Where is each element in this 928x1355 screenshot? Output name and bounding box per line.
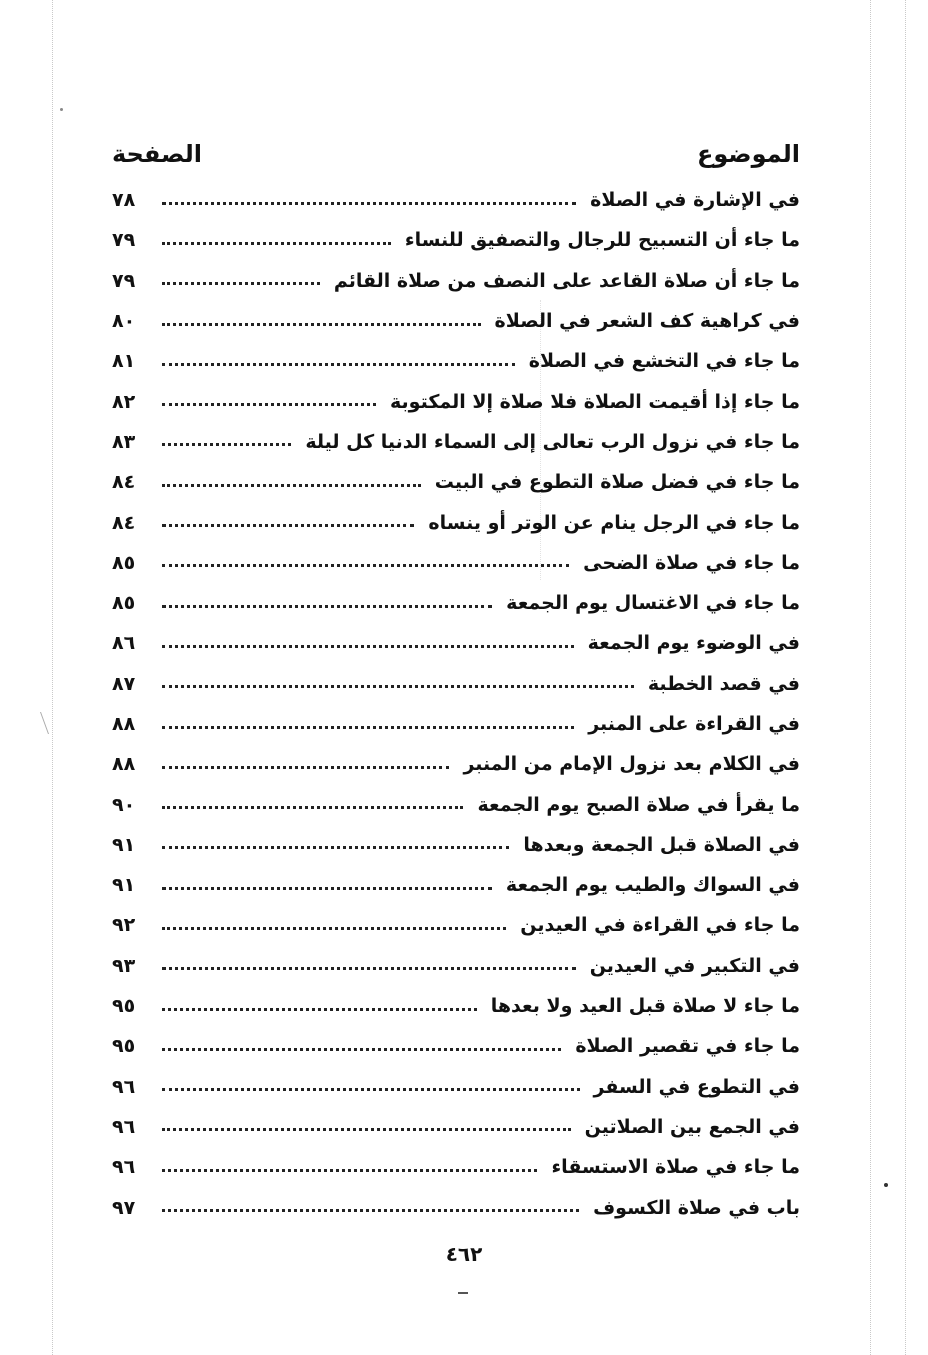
toc-entry-page: ٧٨ — [112, 189, 136, 212]
toc-entry-page: ٩٧ — [112, 1196, 136, 1219]
toc-entry-title: في كراهية كف الشعر في الصلاة — [494, 310, 800, 333]
dot-leader — [162, 645, 574, 648]
toc-entry-title: ما جاء أن التسبيح للرجال والتصفيق للنساء — [404, 229, 800, 252]
dot-leader — [162, 1048, 561, 1051]
toc-entry — [112, 261, 800, 301]
toc-entry — [112, 623, 800, 663]
toc-entry-title: ما جاء في الاغتسال يوم الجمعة — [506, 592, 800, 615]
toc-entry — [112, 543, 800, 583]
toc-entry-title: في الوضوء يوم الجمعة — [587, 632, 800, 655]
toc-entry-page: ٨٧ — [112, 672, 136, 695]
toc-entry-title: ما جاء أن صلاة القاعد على النصف من صلاة القائم — [333, 269, 800, 292]
toc-entry-title: في الكلام بعد نزول الإمام من المنبر — [463, 753, 800, 776]
toc-entry-title: ما جاء في فضل صلاة التطوع في البيت — [434, 471, 800, 494]
toc-entry — [112, 220, 800, 260]
dot-leader — [162, 605, 492, 608]
toc-entry — [112, 341, 800, 381]
toc-entry — [112, 744, 800, 784]
scan-speck — [60, 108, 63, 111]
toc-entry-title: ما جاء إذا أقيمت الصلاة فلا صلاة إلا المكتوبة — [390, 390, 800, 413]
toc-entry — [112, 664, 800, 704]
toc-entry-title: ما جاء في نزول الرب تعالى إلى السماء الدنيا كل ليلة — [305, 430, 800, 453]
toc-entry — [112, 784, 800, 824]
dot-leader — [162, 967, 576, 970]
page-column-heading: الصفحة — [112, 140, 203, 168]
dot-leader — [162, 927, 506, 930]
toc-entry-page: ٩٦ — [112, 1156, 136, 1179]
toc-entry-title: في التكبير في العيدين — [589, 954, 800, 977]
toc-entry-title: ما جاء في الرجل ينام عن الوتر أو ينساه — [428, 511, 800, 534]
dot-leader — [162, 524, 414, 527]
dot-leader — [162, 1209, 579, 1212]
toc-entry-page: ٩٠ — [112, 793, 136, 816]
toc-entry — [112, 583, 800, 623]
toc-entry — [112, 1187, 800, 1227]
toc-entry — [112, 422, 800, 462]
toc-header — [112, 140, 800, 176]
toc-entry-title: في القراءة على المنبر — [588, 713, 800, 735]
toc-entry-title: ما جاء لا صلاة قبل العيد ولا بعدها — [490, 995, 800, 1018]
dot-leader — [162, 363, 515, 366]
toc-entry — [112, 180, 800, 220]
toc-entry-title: ما جاء في صلاة الضحى — [583, 551, 800, 574]
dot-leader — [162, 403, 376, 406]
dot-leader — [162, 323, 481, 326]
toc-entry-page: ٨١ — [112, 350, 136, 373]
scan-artifact-line — [870, 0, 871, 1355]
topic-column-heading: الموضوع — [696, 140, 800, 168]
toc-entry-page: ٩٥ — [112, 995, 136, 1018]
scan-artifact-mark — [40, 712, 67, 734]
toc-entry-page: ٩١ — [112, 833, 136, 856]
toc-entry — [112, 1107, 800, 1147]
dot-leader — [162, 564, 569, 567]
toc-entry-page: ٧٩ — [112, 229, 136, 252]
toc-entry-page: ٨٦ — [112, 632, 136, 655]
toc-entry — [112, 905, 800, 945]
dot-leader — [162, 484, 421, 487]
dot-leader — [162, 1008, 477, 1011]
toc-entry-page: ٨٤ — [112, 511, 136, 534]
toc-entry-page: ٨٥ — [112, 592, 136, 615]
dot-leader — [162, 202, 576, 205]
toc-entry-title: في السواك والطيب يوم الجمعة — [505, 874, 800, 897]
dot-leader — [162, 726, 574, 729]
toc-entry-title: ما جاء في التخشع في الصلاة — [528, 350, 800, 373]
table-of-contents — [112, 180, 800, 1228]
toc-entry-page: ٩٦ — [112, 1115, 136, 1138]
dot-leader — [162, 806, 463, 809]
toc-entry-page: ٩٣ — [112, 954, 136, 977]
toc-entry-page: ٨٨ — [112, 753, 136, 776]
toc-entry — [112, 946, 800, 986]
toc-entry-title: ما جاء في تقصير الصلاة — [575, 1035, 800, 1058]
toc-entry-page: ٩١ — [112, 874, 136, 897]
dot-leader — [162, 685, 634, 688]
dot-leader — [162, 1128, 571, 1131]
scan-speck — [884, 1183, 888, 1187]
toc-entry — [112, 704, 800, 744]
dot-leader — [162, 1088, 580, 1091]
toc-entry — [112, 825, 800, 865]
toc-entry — [112, 301, 800, 341]
dot-leader — [162, 242, 391, 245]
toc-entry — [112, 1067, 800, 1107]
toc-entry-page: ٨٣ — [112, 430, 136, 453]
page-number-underline — [458, 1292, 468, 1294]
toc-entry — [112, 1147, 800, 1187]
toc-entry-page: ٨٠ — [112, 310, 136, 333]
toc-entry-title: في الصلاة قبل الجمعة وبعدها — [523, 833, 800, 856]
toc-entry-page: ٨٨ — [112, 713, 136, 735]
toc-entry-page: ٩٢ — [112, 914, 136, 937]
dot-leader — [162, 282, 320, 285]
toc-entry — [112, 502, 800, 542]
toc-entry-page: ٨٢ — [112, 390, 136, 413]
toc-entry — [112, 381, 800, 421]
dot-leader — [162, 443, 291, 446]
toc-entry — [112, 986, 800, 1026]
scan-artifact-line — [52, 0, 53, 1355]
toc-entry-page: ٩٦ — [112, 1075, 136, 1098]
toc-entry-title: ما جاء في صلاة الاستسقاء — [551, 1156, 800, 1179]
toc-entry-title: ما جاء في القراءة في العيدين — [520, 914, 800, 937]
toc-entry-title: في التطوع في السفر — [593, 1075, 800, 1098]
toc-entry — [112, 865, 800, 905]
toc-entry-title: في الجمع بين الصلاتين — [584, 1115, 800, 1138]
dot-leader — [162, 887, 492, 890]
toc-entry-page: ٨٥ — [112, 551, 136, 574]
dot-leader — [162, 1169, 537, 1172]
toc-entry-title: في قصد الخطبة — [647, 672, 800, 695]
scan-artifact-line — [905, 0, 906, 1355]
toc-entry-page: ٧٩ — [112, 269, 136, 292]
dot-leader — [162, 766, 449, 769]
toc-entry — [112, 462, 800, 502]
toc-entry-page: ٩٥ — [112, 1035, 136, 1058]
toc-entry-page: ٨٤ — [112, 471, 136, 494]
toc-entry-title: ما يقرأ في صلاة الصبح يوم الجمعة — [477, 793, 800, 816]
toc-entry — [112, 1026, 800, 1066]
page-number: ٤٦٢ — [445, 1242, 483, 1266]
toc-entry-title: في الإشارة في الصلاة — [590, 189, 800, 212]
dot-leader — [162, 846, 509, 849]
toc-entry-title: باب في صلاة الكسوف — [593, 1196, 800, 1219]
